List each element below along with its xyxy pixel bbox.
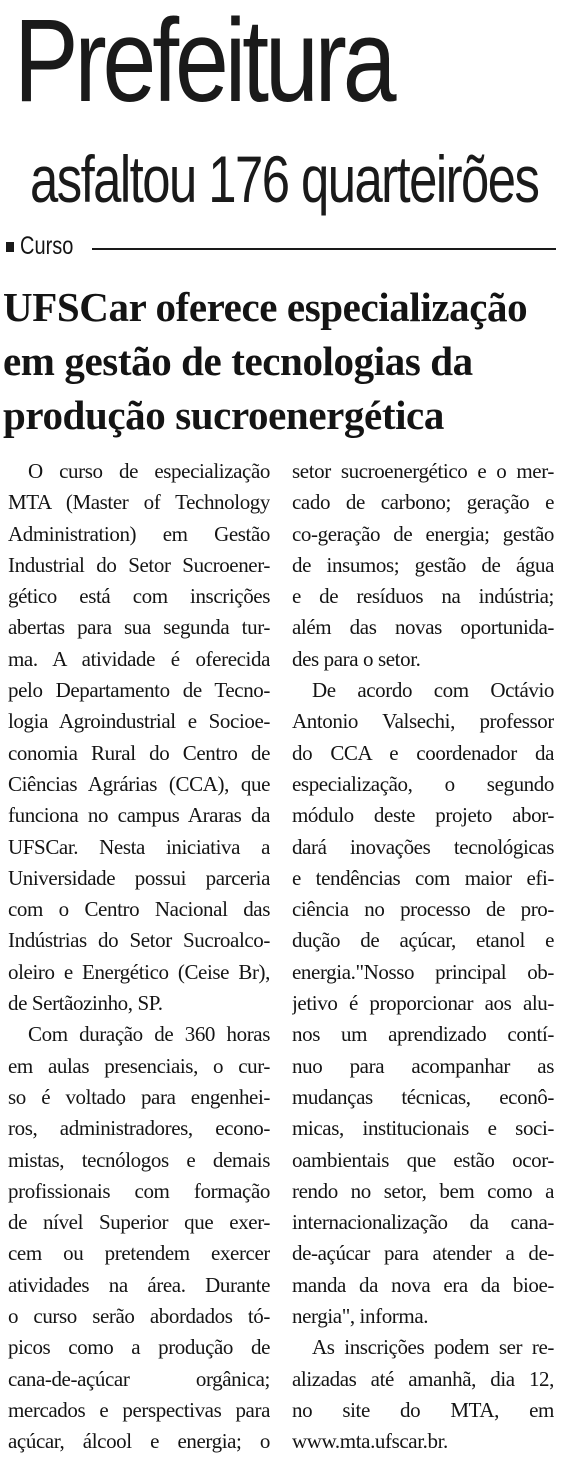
body-text-line: setor sucroenergético e o mer- [292,459,554,483]
section-divider [92,248,556,250]
body-text-line: jetivo é proporcionar aos alu- [292,991,554,1016]
headline: Prefeitura [14,0,393,127]
body-text-line: Com duração de 360 horas [28,1022,270,1047]
body-text-line: des para o setor. [292,646,421,671]
body-text-line: atividades na área. Durante [8,1272,270,1297]
body-text-line: de nível Superior que exer- [8,1210,270,1235]
body-text-line: co-geração de energia; gestão [292,521,554,546]
body-text-line: www.mta.ufscar.br. [292,1429,448,1454]
body-text-line: Indústrias do Setor Sucroalco- [8,928,270,953]
article-body [8,456,558,1454]
body-text-line: ma. A atividade é oferecida [8,646,270,671]
body-text-line: além das novas oportunida- [292,615,554,640]
body-text-line: manda da nova era da bioe- [292,1272,554,1297]
body-text-line: pelo Departamento de Tecno- [8,678,270,703]
section-header [6,232,551,266]
article-title [3,280,559,442]
body-text-line: mudanças técnicas, econô- [292,1084,554,1109]
body-text-line: rendo no setor, bem como a [292,1178,554,1203]
body-text-line: especialização, o segundo [292,771,554,796]
body-text-line: e de resíduos na indústria; [292,584,554,609]
body-text-line: nos um aprendizado contí- [292,1022,554,1047]
body-text-line: mistas, tecnólogos e demais [8,1147,270,1172]
body-text-line: cana-de-açúcar orgânica; [8,1366,270,1391]
body-text-line: Antonio Valsechi, professor [292,709,554,734]
body-text-line: internacionalização da cana- [292,1210,554,1235]
section-bullet-icon [6,242,14,252]
body-text-line: de insumos; gestão de água [292,552,554,577]
body-text-line: do CCA e coordenador da [292,740,554,765]
body-text-line: alizadas até amanhã, dia 12, [292,1366,554,1391]
body-text-line: cado de carbono; geração e [292,490,554,515]
body-text-line: logia Agroindustrial e Socioe- [8,709,270,734]
body-text-line: funciona no campus Araras da [8,803,270,828]
body-text-line: dução de açúcar, etanol e [292,928,554,953]
body-text-line: Administration) em Gestão [8,521,270,546]
body-text-line: picos como a produção de [8,1335,270,1360]
article-title-line: produção sucroenergética [3,392,444,438]
body-text-line: de-açúcar para atender a de- [292,1241,554,1266]
article-title-line: UFSCar oferece especialização [3,284,528,330]
body-text-line: gético está com inscrições [8,584,270,609]
right-column [292,456,554,1458]
body-text-line: O curso de especialização [28,459,270,483]
body-text-line: em aulas presenciais, o cur- [8,1053,270,1078]
body-text-line: de Sertãozinho, SP. [8,991,163,1016]
body-text-line: nergia", informa. [292,1304,429,1329]
body-text-line: micas, institucionais e soci- [292,1116,554,1141]
body-text-line: módulo deste projeto abor- [292,803,554,828]
body-text-line: profissionais com formação [8,1178,270,1203]
body-text-line: oambientais que estão ocor- [292,1147,554,1172]
body-text-line: e tendências com maior efi- [292,865,554,890]
body-text-line: dará inovações tecnológicas [292,834,554,859]
body-text-line: As inscrições podem ser re- [312,1335,554,1360]
body-text-line: so é voltado para engenhei- [8,1084,270,1109]
subheadline: asfaltou 176 quarteirões [30,142,539,216]
body-text-line: nuo para acompanhar as [292,1053,554,1078]
body-text-line: ros, administradores, econo- [8,1116,270,1141]
body-text-line: abertas para sua segunda tur- [8,615,270,640]
body-text-line: cem ou pretendem exercer [8,1241,270,1266]
body-text-line: com o Centro Nacional das [8,897,270,922]
left-column [8,456,270,1458]
body-text-line: MTA (Master of Technology [8,490,270,515]
body-text-line: energia."Nosso principal ob- [292,959,554,984]
body-text-line: Universidade possui parceria [8,865,270,890]
section-label: Curso [20,232,74,260]
body-text-line: o curso serão abordados tó- [8,1304,270,1329]
body-text-line: oleiro e Energético (Ceise Br), [8,959,270,984]
body-text-line: mercados e perspectivas para [8,1397,270,1422]
body-text-line: ciência no processo de pro- [292,897,554,922]
body-text-line: Ciências Agrárias (CCA), que [8,771,270,796]
article-title-line: em gestão de tecnologias da [3,338,473,384]
body-text-line: conomia Rural do Centro de [8,740,270,765]
body-text-line: De acordo com Octávio [312,678,554,703]
body-text-line: açúcar, álcool e energia; o [8,1429,270,1454]
body-text-line: Industrial do Setor Sucroener- [8,552,270,577]
body-text-line: no site do MTA, em [292,1397,554,1422]
body-text-line: UFSCar. Nesta iniciativa a [8,834,270,859]
